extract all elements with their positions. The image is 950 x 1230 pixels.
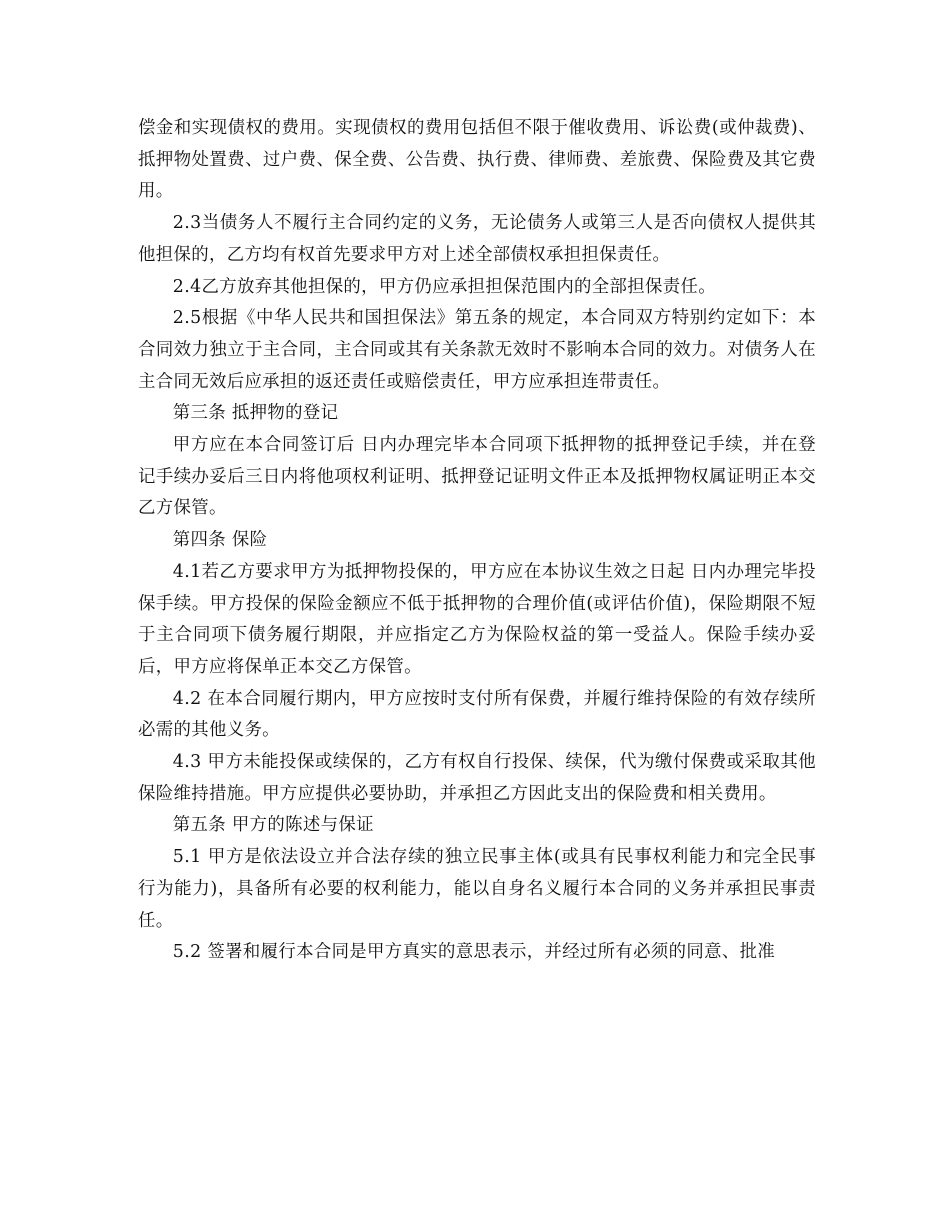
paragraph-clause-2-3: 2.3当债务人不履行主合同约定的义务，无论债务人或第三人是否向债权人提供其他担保的，乙方均有权首先要求甲方对上述全部债权承担担保责任。 [138,213,816,265]
paragraph-clause-5-2: 5.2 签署和履行本合同是甲方真实的意思表示，并经过所有必须的同意、批准 [172,942,776,963]
paragraph-clause-2-5: 2.5根据《中华人民共和国担保法》第五条的规定，本合同双方特别约定如下：本合同效力独立于主合同，主合同或其有关条款无效时不影响本合同的效力。对债务人在主合同无效后应承担的返还责任或赔偿责任，甲方应承担连带责任。 [138,308,816,392]
document-body [138,113,816,969]
paragraph-article-3-registration: 甲方应在本合同签订后 日内办理完毕本合同项下抵押物的抵押登记手续，并在登记手续办妥后三日内将他项权利证明、抵押登记证明文件正本及抵押物权属证明正本交乙方保管。 [138,435,816,519]
heading-article-3: 第三条 抵押物的登记 [172,403,339,424]
heading-article-4: 第四条 保险 [172,530,268,551]
paragraph-clause-4-3: 4.3 甲方未能投保或续保的，乙方有权自行投保、续保，代为缴付保费或采取其他保险维持措施。甲方应提供必要协助，并承担乙方因此支出的保险费和相关费用。 [138,752,816,804]
paragraph-clause-5-1: 5.1 甲方是依法设立并合法存续的独立民事主体(或具有民事权利能力和完全民事行为能力)，具备所有必要的权利能力，能以自身名义履行本合同的义务并承担民事责任。 [138,847,816,931]
paragraph-compensation-costs: 偿金和实现债权的费用。实现债权的费用包括但不限于催收费用、诉讼费(或仲裁费)、抵押物处置费、过户费、保全费、公告费、执行费、律师费、差旅费、保险费及其它费用。 [138,118,816,202]
paragraph-clause-4-1: 4.1若乙方要求甲方为抵押物投保的，甲方应在本协议生效之日起 日内办理完毕投保手续。甲方投保的保险金额应不低于抵押物的合理价值(或评估价值)，保险期限不短于主合同项下债务履行期限，并应指定乙方为保险权益的第一受益人。保险手续办妥后，甲方应将保单正本交乙方保管。 [138,561,816,677]
heading-article-5: 第五条 甲方的陈述与保证 [172,815,374,836]
paragraph-clause-4-2: 4.2 在本合同履行期内，甲方应按时支付所有保费，并履行维持保险的有效存续所必需的其他义务。 [138,688,816,741]
paragraph-clause-2-4: 2.4乙方放弃其他担保的，甲方仍应承担担保范围内的全部担保责任。 [172,276,716,297]
